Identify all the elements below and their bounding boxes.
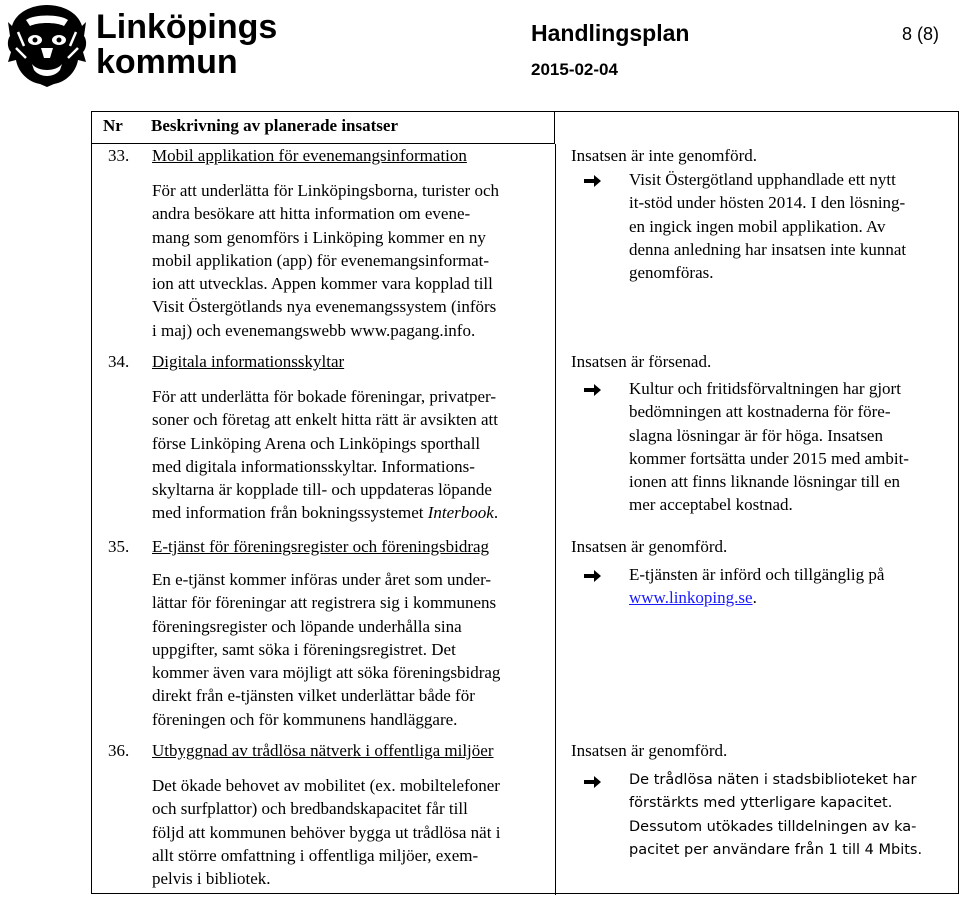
note-line: bedömningen att kostnaderna för före- <box>629 402 891 422</box>
row-description <box>152 385 550 525</box>
description-line: soner och företag att enkelt hitta rätt är avsikten att <box>152 410 499 430</box>
description-line: Visit Östergötlands nya evenemangssystem (införs <box>152 297 497 317</box>
note-line: genomföras. <box>629 263 714 283</box>
note-line: ionen att finns liknande lösningar till en <box>629 472 901 492</box>
row-description <box>152 568 550 731</box>
note-line: mer acceptabel kostnad. <box>629 495 793 515</box>
row-note <box>629 377 959 517</box>
brand-line-1: Linköpings <box>96 8 278 46</box>
system-name: Interbook <box>427 503 494 523</box>
description-line: För att underlätta för Linköpingsborna, turister och <box>152 181 499 200</box>
note-line: E-tjänsten är införd och tillgänglig på <box>629 565 885 584</box>
row-number: 36. <box>108 741 130 760</box>
row-title: Utbyggnad av trådlösa nätverk i offentliga miljöer <box>152 741 494 760</box>
row-note <box>629 563 959 610</box>
arrow-right-icon <box>584 775 602 794</box>
lion-logo <box>4 2 90 88</box>
row-number: 34. <box>108 352 130 371</box>
note-line: De trådlösa näten i stadsbiblioteket har <box>629 772 917 788</box>
note-line <box>629 586 959 609</box>
note-line: Dessutom utökades tilldelningen av ka- <box>629 818 917 835</box>
table-header <box>92 112 555 144</box>
note-line: kommer fortsätta under 2015 med ambit- <box>629 448 909 468</box>
description-text: . <box>493 503 499 523</box>
row-status: Insatsen är försenad. <box>571 352 712 371</box>
description-line: allt större omfattning i offentliga miljöer, exem- <box>152 845 479 865</box>
arrow-right-icon <box>584 174 602 193</box>
description-line: följd att kommunen behöver bygga ut trådlösa nät i <box>152 822 501 842</box>
description-line: föreningen och för kommunens handläggare. <box>152 709 458 729</box>
row-note <box>629 168 959 284</box>
description-line: mobil applikation (app) för evenemangsinformat- <box>152 250 490 270</box>
description-line: föreningsregister och löpande underhålla sina <box>152 616 462 636</box>
row-note <box>629 769 959 862</box>
row-status: Insatsen är inte genomförd. <box>571 146 757 165</box>
note-line: förstärkts med ytterligare kapacitet. <box>629 795 893 812</box>
page-number: 8 (8) <box>902 24 940 44</box>
row-status: Insatsen är genomförd. <box>571 537 728 556</box>
arrow-right-icon <box>584 569 602 588</box>
note-line: Kultur och fritidsförvaltningen har gjort <box>629 379 901 398</box>
description-line: mang som genomförs i Linköping kommer en ny <box>152 227 486 247</box>
description-line-last <box>152 501 550 524</box>
note-text: . <box>752 588 757 608</box>
description-line: direkt från e-tjänsten vilket underlättar både för <box>152 686 475 706</box>
description-line: ion att utvecklas. Appen kommer vara kopplad till <box>152 274 493 294</box>
row-number: 35. <box>108 537 130 556</box>
description-line: Det ökade behovet av mobilitet (ex. mobiltelefoner <box>152 776 500 795</box>
description-line: andra besökare att hitta information om evene- <box>152 204 471 224</box>
arrow-right-icon <box>584 383 602 402</box>
row-title: Mobil applikation för evenemangsinformation <box>152 146 467 165</box>
brand-name <box>96 10 277 80</box>
note-line: pacitet per användare från 1 till 4 Mbits. <box>629 841 923 858</box>
description-line: med digitala informationsskyltar. Informations- <box>152 456 475 476</box>
description-line: uppgifter, samt söka i föreningsregistret. Det <box>152 639 456 659</box>
description-line: En e-tjänst kommer införas under året som under- <box>152 570 492 589</box>
note-line: it-stöd under hösten 2014. I den lösning- <box>629 193 906 213</box>
column-header-description: Beskrivning av planerade insatser <box>151 116 398 135</box>
column-header-nr: Nr <box>103 116 123 135</box>
row-number: 33. <box>108 146 130 165</box>
brand-line-2: kommun <box>96 43 238 81</box>
note-line: en ingick ingen mobil applikation. Av <box>629 216 886 236</box>
description-line: kommer även vara möjligt att söka föreningsbidrag <box>152 663 501 683</box>
row-title: E-tjänst för föreningsregister och föreningsbidrag <box>152 537 490 556</box>
row-status: Insatsen är genomförd. <box>571 741 728 760</box>
row-description <box>152 179 550 342</box>
row-description <box>152 774 550 890</box>
website-link[interactable]: www.linkoping.se <box>629 588 753 608</box>
note-line: denna anledning har insatsen inte kunnat <box>629 239 907 259</box>
note-line: Visit Östergötland upphandlade ett nytt <box>629 170 896 189</box>
document-type: Handlingsplan <box>531 20 690 46</box>
description-line: För att underlätta för bokade föreningar, privatper- <box>152 387 497 406</box>
document-date: 2015-02-04 <box>531 60 618 79</box>
action-table <box>91 111 959 894</box>
description-line: förse Linköping Arena och Linköpings sporthall <box>152 433 481 453</box>
description-text: med information från bokningssystemet <box>152 503 428 523</box>
description-line: pelvis i bibliotek. <box>152 869 271 889</box>
description-line: i maj) och evenemangswebb www.pagang.info. <box>152 320 476 340</box>
row-title: Digitala informationsskyltar <box>152 352 345 371</box>
note-line: slagna lösningar är för höga. Insatsen <box>629 425 883 445</box>
description-line: och surfplattor) och bredbandskapacitet får till <box>152 799 468 819</box>
page-header <box>0 0 960 108</box>
description-line: lättar för föreningar att registrera sig i kommunens <box>152 593 497 613</box>
column-divider <box>555 144 556 895</box>
description-line: skyltarna är kopplade till- och uppdateras löpande <box>152 480 492 500</box>
